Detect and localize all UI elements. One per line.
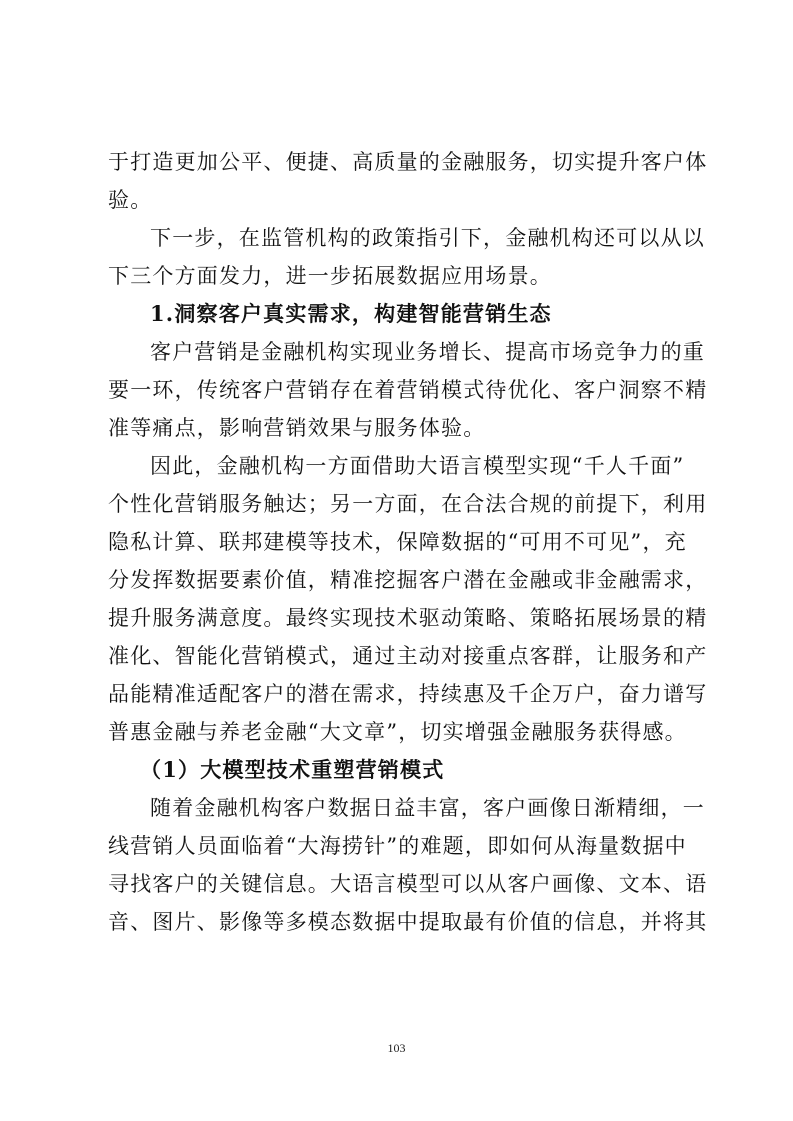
body-line: 随着金融机构客户数据日益丰富，客户画像日渐精细，一 <box>150 796 705 820</box>
body-line: 寻找客户的关键信息。大语言模型可以从客户画像、文本、语 <box>108 872 708 896</box>
body-line: 品能精准适配客户的潜在需求，持续惠及千企万户，奋力谱写 <box>108 682 708 706</box>
body-line: 下一步，在监管机构的政策指引下，金融机构还可以从以 <box>150 226 705 250</box>
body-line: 因此，金融机构一方面借助大语言模型实现“千人千面” <box>150 454 685 478</box>
body-line: 要一环，传统客户营销存在着营销模式待优化、客户洞察不精 <box>108 378 708 402</box>
body-line: 提升服务满意度。最终实现技术驱动策略、策略拓展场景的精 <box>108 606 708 630</box>
section-heading: 1.洞察客户真实需求，构建智能营销生态 <box>150 301 552 326</box>
body-line: 隐私计算、联邦建模等技术，保障数据的“可用不可见”，充 <box>108 530 687 554</box>
body-line: 普惠金融与养老金融“大文章”，切实增强金融服务获得感。 <box>108 720 687 744</box>
body-line: 分发挥数据要素价值，精准挖掘客户潜在金融或非金融需求， <box>108 568 708 592</box>
body-line: 线营销人员面临着“大海捞针”的难题，即如何从海量数据中 <box>108 834 687 858</box>
body-line: 下三个方面发力，进一步拓展数据应用场景。 <box>108 264 552 288</box>
body-line: 客户营销是金融机构实现业务增长、提高市场竞争力的重 <box>150 340 705 364</box>
body-line: 准化、智能化营销模式，通过主动对接重点客群，让服务和产 <box>108 644 708 668</box>
subsection-heading: （1）大模型技术重塑营销模式 <box>140 757 445 782</box>
page-number: 103 <box>387 1041 406 1055</box>
body-line: 个性化营销服务触达；另一方面，在合法合规的前提下，利用 <box>108 492 708 516</box>
body-line: 验。 <box>108 188 153 212</box>
body-line: 于打造更加公平、便捷、高质量的金融服务，切实提升客户体 <box>108 150 708 174</box>
body-line: 准等痛点，影响营销效果与服务体验。 <box>108 416 486 440</box>
body-line: 音、图片、影像等多模态数据中提取最有价值的信息，并将其 <box>108 910 708 934</box>
